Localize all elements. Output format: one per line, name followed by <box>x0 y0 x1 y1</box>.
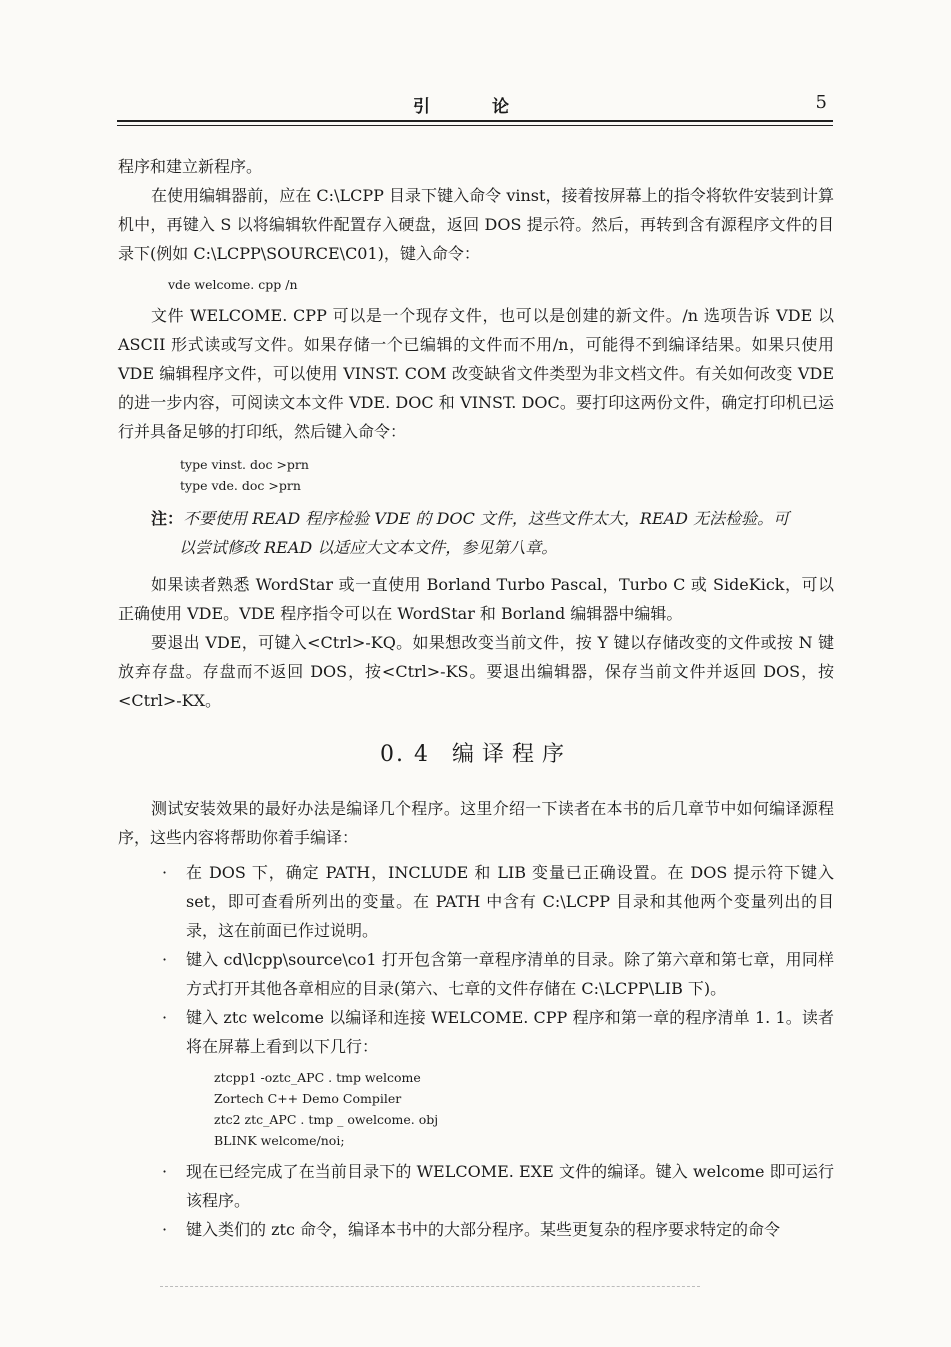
code-line: ztc2 ztc_APC . tmp _ owelcome. obj <box>214 1112 439 1127</box>
list-item <box>118 858 834 945</box>
note-block <box>151 504 834 562</box>
paragraph: 程序和建立新程序。 <box>118 157 263 176</box>
bullet-icon: · <box>162 1162 168 1181</box>
header-rule-thick <box>117 120 833 122</box>
code-line: type vinst. doc >prn <box>180 457 309 472</box>
header-rule-thin <box>117 125 833 126</box>
note-text: 以尝试修改 READ 以适应大文本文件，参见第八章。 <box>179 538 558 557</box>
note-label: 注： <box>151 509 184 528</box>
bullet-icon: · <box>162 1008 168 1027</box>
list-item-text: 在 DOS 下，确定 PATH，INCLUDE 和 LIB 变量已正确设置。在 DOS 提示符下键入 set，即可查看所列出的变量。在 PATH 中含有 C:\LCPP 目录和其他两个变量列出的目录，这在前面已作过说明。 <box>186 863 834 940</box>
list-item <box>118 1003 834 1151</box>
section-number: 0. 4 <box>380 742 430 767</box>
section-heading <box>118 737 834 768</box>
code-line: type vde. doc >prn <box>180 478 301 493</box>
list-item-text: 键入 cd\lcpp\source\co1 打开包含第一章程序清单的目录。除了第六章和第七章，用同样方式打开其他各章相应的目录(第六、七章的文件存储在 C:\LCPP\LIB 下)。 <box>186 950 834 998</box>
paragraph: 在使用编辑器前，应在 C:\LCPP 目录下键入命令 vinst，接着按屏幕上的指令将软件安装到计算机中，再键入 S 以将编辑软件配置存入硬盘，返回 DOS 提示符。然后，再转到含有源程序文件的目录下(例如 C:\LCPP\SOURCE\C01)，键入命令： <box>118 186 834 263</box>
page-number: 5 <box>815 92 827 113</box>
code-line: vde welcome. cpp /n <box>168 277 298 292</box>
paragraph: 文件 WELCOME. CPP 可以是一个现存文件，也可以是创建的新文件。/n 选项告诉 VDE 以 ASCII 形式读或写文件。如果存储一个已编辑的文件而不用/n，可能得不到编译结果。如果只使用 VDE 编辑程序文件，可以使用 VINST. COM 改变缺省文件类型为非文档文件。有关如何改变 VDE 的进一步内容，可阅读文本文件 VDE. DOC 和 VINST. DOC。要打印这两份文件，确定打印机已运行并具备足够的打印纸，然后键入命令： <box>118 306 834 441</box>
code-line: Zortech C++ Demo Compiler <box>214 1091 402 1106</box>
chapter-title: 引 论 <box>413 97 537 117</box>
list-item-text: 键入类们的 ztc 命令，编译本书中的大部分程序。某些更复杂的程序要求特定的命令 <box>186 1220 780 1239</box>
list-item <box>118 1215 834 1244</box>
code-block <box>214 1067 834 1151</box>
footer-rule <box>160 1286 700 1287</box>
section-title: 编译程序 <box>451 742 572 767</box>
bullet-icon: · <box>162 950 168 969</box>
list-item <box>118 945 834 1003</box>
paragraph: 要退出 VDE，可键入<Ctrl>-KQ。如果想改变当前文件，按 Y 键以存储改变的文件或按 N 键放弃存盘。存盘而不返回 DOS，按<Ctrl>-KS。要退出编辑器，保存当前文件并返回 DOS，按<Ctrl>-KX。 <box>118 633 834 710</box>
code-line: BLINK welcome/noi; <box>214 1133 345 1148</box>
bullet-icon: · <box>162 1220 168 1239</box>
bullet-icon: · <box>162 863 168 882</box>
page-body <box>118 152 834 1244</box>
paragraph: 如果读者熟悉 WordStar 或一直使用 Borland Turbo Pascal，Turbo C 或 SideKick，可以正确使用 VDE。VDE 程序指令可以在 WordStar 和 Borland 编辑器中编辑。 <box>118 575 834 623</box>
code-block <box>180 454 834 496</box>
list-item <box>118 1157 834 1215</box>
bullet-list <box>118 858 834 1244</box>
code-line: ztcpp1 -oztc_APC . tmp welcome <box>214 1070 421 1085</box>
note-text: 不要使用 READ 程序检验 VDE 的 DOC 文件，这些文件太大，READ 无法检验。可 <box>183 509 790 528</box>
paragraph: 测试安装效果的最好办法是编译几个程序。这里介绍一下读者在本书的后几章节中如何编译源程序，这些内容将帮助你着手编译： <box>118 799 834 847</box>
running-header <box>117 88 833 122</box>
list-item-text: 键入 ztc welcome 以编译和连接 WELCOME. CPP 程序和第一章的程序清单 1. 1。读者将在屏幕上看到以下几行： <box>186 1008 834 1056</box>
list-item-text: 现在已经完成了在当前目录下的 WELCOME. EXE 文件的编译。键入 welcome 即可运行该程序。 <box>186 1162 834 1210</box>
